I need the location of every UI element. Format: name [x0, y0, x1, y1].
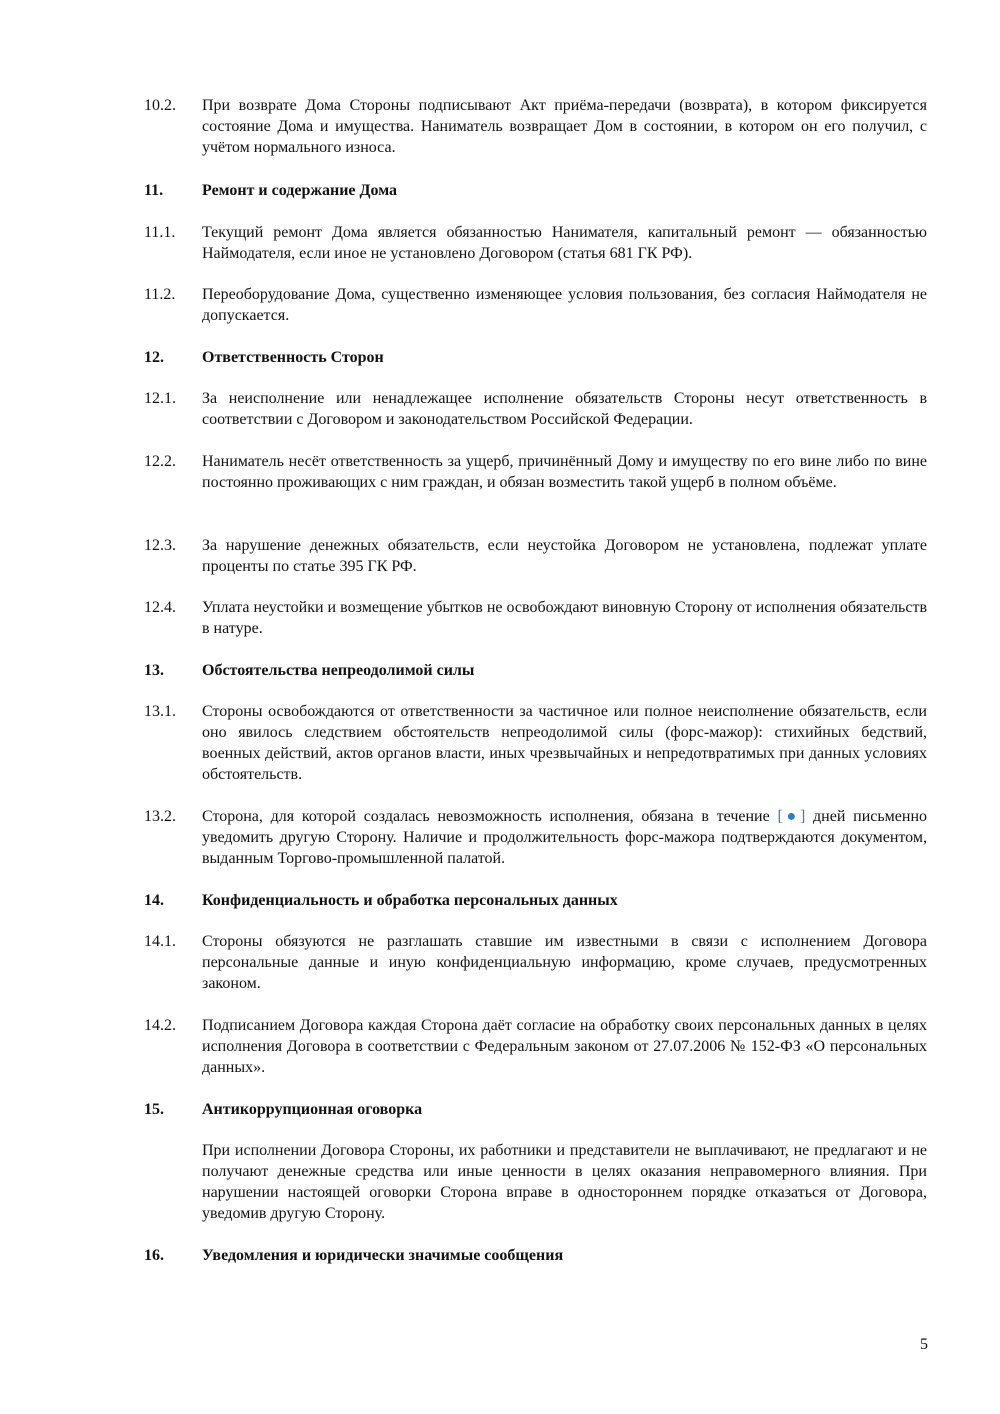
clause-13-1	[144, 701, 927, 785]
section-number: 11.	[144, 182, 164, 199]
section-title: Ремонт и содержание Дома	[202, 182, 398, 199]
clause-12-2	[144, 451, 927, 493]
clause-text: Текущий ремонт Дома является обязанностью Нанимателя, капитальный ремонт — обязанностью Наймодателя, если иное не установлено Договором (статья 681 ГК РФ).	[202, 224, 927, 262]
clause-text: Стороны освобождаются от ответственности за частичное или полное неисполнение обязательств, если оно явилось следствием обстоятельств непреодолимой силы (форс-мажор): стихийных бедствий, военных действий, актов органов власти, иных чрезвычайных и непредотвратимых при данных условиях обстоятельств.	[202, 703, 927, 783]
clause-text: При возврате Дома Стороны подписывают Акт приёма-передачи (возврата), в котором фиксируется состояние Дома и имущества. Наниматель возвращает Дом в состоянии, в котором он его получил, с учётом нормального износа.	[202, 97, 927, 156]
clause-text: При исполнении Договора Стороны, их работники и представители не выплачивают, не предлагают и не получают денежные средства или иные ценности в целях оказания неправомерного влияния. При нарушении настоящей оговорки Сторона вправе в одностороннем порядке отказаться от Договора, уведомив другую Сторону.	[202, 1142, 927, 1222]
clause-text: За неисполнение или ненадлежащее исполнение обязательств Стороны несут ответственность в соответствии с Договором и законодательством Российской Федерации.	[202, 390, 927, 428]
section-13-heading	[144, 660, 927, 681]
section-14-heading	[144, 890, 927, 911]
clause-text: Переоборудование Дома, существенно изменяющее условия пользования, без согласия Наймодателя не допускается.	[202, 286, 927, 324]
section-11-heading	[144, 180, 927, 201]
clause-number: 14.2.	[144, 1017, 176, 1034]
clause-number: 10.2.	[144, 97, 176, 114]
clause-text: Уплата неустойки и возмещение убытков не освобождают виновную Сторону от исполнения обязательств в натуре.	[202, 599, 927, 637]
page-number: 5	[920, 1336, 928, 1353]
clause-12-1	[144, 388, 927, 430]
clause-number: 12.1.	[144, 390, 176, 407]
clause-number: 13.1.	[144, 703, 176, 720]
clause-text	[202, 806, 927, 869]
section-number: 13.	[144, 662, 164, 679]
clause-number: 12.4.	[144, 599, 176, 616]
section-12-heading	[144, 347, 927, 368]
clause-number: 13.2.	[144, 808, 176, 825]
clause-text-before: Сторона, для которой создалась невозможность исполнения, обязана в течение	[202, 808, 778, 825]
section-title: Обстоятельства непреодолимой силы	[202, 662, 475, 679]
clause-13-2	[144, 806, 927, 869]
section-title: Уведомления и юридически значимые сообщения	[202, 1247, 564, 1264]
section-title: Конфиденциальность и обработка персональных данных	[202, 892, 618, 909]
section-number: 15.	[144, 1101, 164, 1118]
clause-10-2	[144, 95, 927, 158]
section-number: 16.	[144, 1247, 164, 1264]
clause-12-3	[144, 535, 927, 577]
clause-11-2	[144, 284, 927, 326]
clause-15-text	[144, 1140, 927, 1224]
section-16-heading	[144, 1245, 927, 1266]
section-number: 14.	[144, 892, 164, 909]
clause-text-after: дней письменно уведомить другую Сторону. Наличие и продолжительность форс-мажора подтверждаются документом, выданным Торгово-промышленной палатой.	[202, 808, 928, 867]
clause-number: 12.3.	[144, 537, 176, 554]
clause-14-1	[144, 931, 927, 994]
clause-number: 11.2.	[144, 286, 176, 303]
clause-12-4	[144, 597, 927, 639]
section-title: Ответственность Сторон	[202, 349, 384, 366]
clause-text: Стороны обязуются не разглашать ставшие им известными в связи с исполнением Договора персональные данные и иную конфиденциальную информацию, кроме случаев, предусмотренных законом.	[202, 933, 927, 992]
section-number: 12.	[144, 349, 164, 366]
clause-number: 12.2.	[144, 453, 176, 470]
clause-14-2	[144, 1015, 927, 1078]
clause-number: 14.1.	[144, 933, 176, 950]
clause-text: Наниматель несёт ответственность за ущерб, причинённый Дому и имуществу по его вине либо по вине постоянно проживающих с ним граждан, и обязан возместить такой ущерб в полном объёме.	[202, 453, 927, 491]
clause-text: Подписанием Договора каждая Сторона даёт согласие на обработку своих персональных данных в целях исполнения Договора в соответствии с Федеральным законом от 27.07.2006 № 152-ФЗ «О персональных данных».	[202, 1017, 927, 1076]
clause-text: За нарушение денежных обязательств, если неустойка Договором не установлена, подлежат уплате проценты по статье 395 ГК РФ.	[202, 537, 927, 575]
clause-11-1	[144, 222, 927, 264]
section-15-heading	[144, 1099, 927, 1120]
blank-placeholder: [●]	[777, 808, 806, 825]
section-title: Антикоррупционная оговорка	[202, 1101, 423, 1118]
clause-number	[144, 1140, 202, 1224]
clause-number: 11.1.	[144, 224, 176, 241]
